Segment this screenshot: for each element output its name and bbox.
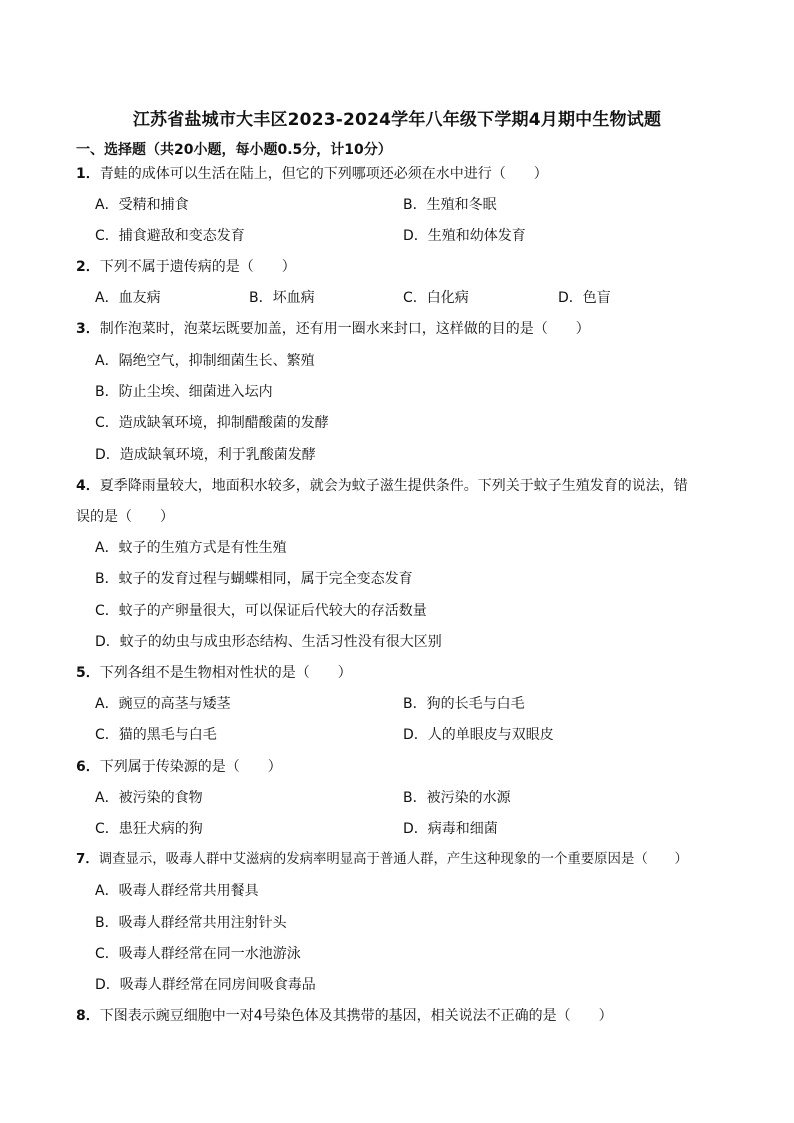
q7-option-b: B．吸毒人群经常共用注射针头 (95, 915, 287, 931)
q1-option-a: A．受精和捕食 (95, 197, 189, 213)
question-number: 1． (76, 166, 100, 182)
q6-option-c: C．患狂犬病的狗 (95, 821, 203, 837)
q2-option-a: A．血友病 (95, 290, 161, 306)
question-number: 5． (76, 665, 100, 681)
q6-option-b: B．被污染的水源 (403, 790, 511, 806)
question-number: 2． (76, 259, 100, 275)
exam-title: 江苏省盐城市大丰区2023-2024学年八年级下学期4月期中生物试题 (132, 110, 662, 130)
section-heading-choice: 一、选择题（共20小题，每小题0.5分，计10分） (76, 142, 392, 158)
question-stem: 下列属于传染源的是（ ） (99, 759, 282, 775)
question-number: 3． (76, 321, 100, 337)
question-2 (76, 258, 296, 276)
q7-option-a: A．吸毒人群经常共用餐具 (95, 883, 259, 899)
question-number: 8． (76, 1008, 100, 1024)
question-stem: 制作泡菜时，泡菜坛既要加盖，还有用一圈水来封口，这样做的目的是（ ） (99, 321, 590, 337)
q4-option-a: A．蚊子的生殖方式是有性生殖 (95, 540, 287, 556)
question-stem: 夏季降雨量较大，地面积水较多，就会为蚊子滋生提供条件。下列关于蚊子生殖发育的说法，错 (99, 478, 688, 494)
q4-option-d: D．蚊子的幼虫与成虫形态结构、生活习性没有很大区别 (95, 634, 442, 650)
question-number: 7． (76, 852, 99, 867)
question-7 (76, 851, 688, 869)
question-4-stem-continued: 误的是（ ） (76, 509, 174, 525)
q2-option-c: C．白化病 (403, 290, 469, 306)
q1-option-b: B．生殖和冬眠 (403, 197, 497, 213)
question-stem: 下列不属于遗传病的是（ ） (99, 259, 296, 275)
q1-option-d: D．生殖和幼体发育 (403, 228, 526, 244)
q3-option-d: D．造成缺氧环境，利于乳酸菌发酵 (95, 447, 316, 463)
question-4 (76, 477, 688, 495)
q7-option-c: C．吸毒人群经常在同一水池游泳 (95, 946, 301, 962)
question-number: 4． (76, 478, 100, 494)
q5-option-b: B．狗的长毛与白毛 (403, 696, 525, 712)
question-stem: 青蛙的成体可以生活在陆上，但它的下列哪项还必须在水中进行（ ） (99, 166, 548, 182)
q6-option-a: A．被污染的食物 (95, 790, 203, 806)
q5-option-d: D．人的单眼皮与双眼皮 (403, 727, 554, 743)
q3-option-a: A．隔绝空气，抑制细菌生长、繁殖 (95, 353, 315, 369)
q5-option-c: C．猫的黑毛与白毛 (95, 727, 217, 743)
q2-option-d: D．色盲 (558, 290, 611, 306)
q5-option-a: A．豌豆的高茎与矮茎 (95, 696, 231, 712)
q4-option-c: C．蚊子的产卵量很大，可以保证后代较大的存活数量 (95, 603, 427, 619)
q2-option-b: B．坏血病 (249, 290, 315, 306)
question-stem: 下列各组不是生物相对性状的是（ ） (99, 665, 352, 681)
question-number: 6． (76, 759, 100, 775)
q3-option-c: C．造成缺氧环境，抑制醋酸菌的发酵 (95, 415, 329, 431)
q4-option-b: B．蚊子的发育过程与蝴蝶相同，属于完全变态发育 (95, 571, 413, 587)
question-8 (76, 1007, 613, 1025)
q3-option-b: B．防止尘埃、细菌进入坛内 (95, 384, 273, 400)
q6-option-d: D．病毒和细菌 (403, 821, 498, 837)
question-5 (76, 664, 352, 682)
q7-option-d: D．吸毒人群经常在同房间吸食毒品 (95, 977, 316, 993)
q1-option-c: C．捕食避敌和变态发育 (95, 228, 245, 244)
question-stem: 调查显示，吸毒人群中艾滋病的发病率明显高于普通人群，产生这种现象的一个重要原因是（ ） (98, 852, 688, 867)
question-3 (76, 320, 590, 338)
question-6 (76, 758, 282, 776)
question-stem: 下图表示豌豆细胞中一对4号染色体及其携带的基因，相关说法不正确的是（ ） (99, 1008, 613, 1024)
question-1 (76, 165, 548, 183)
